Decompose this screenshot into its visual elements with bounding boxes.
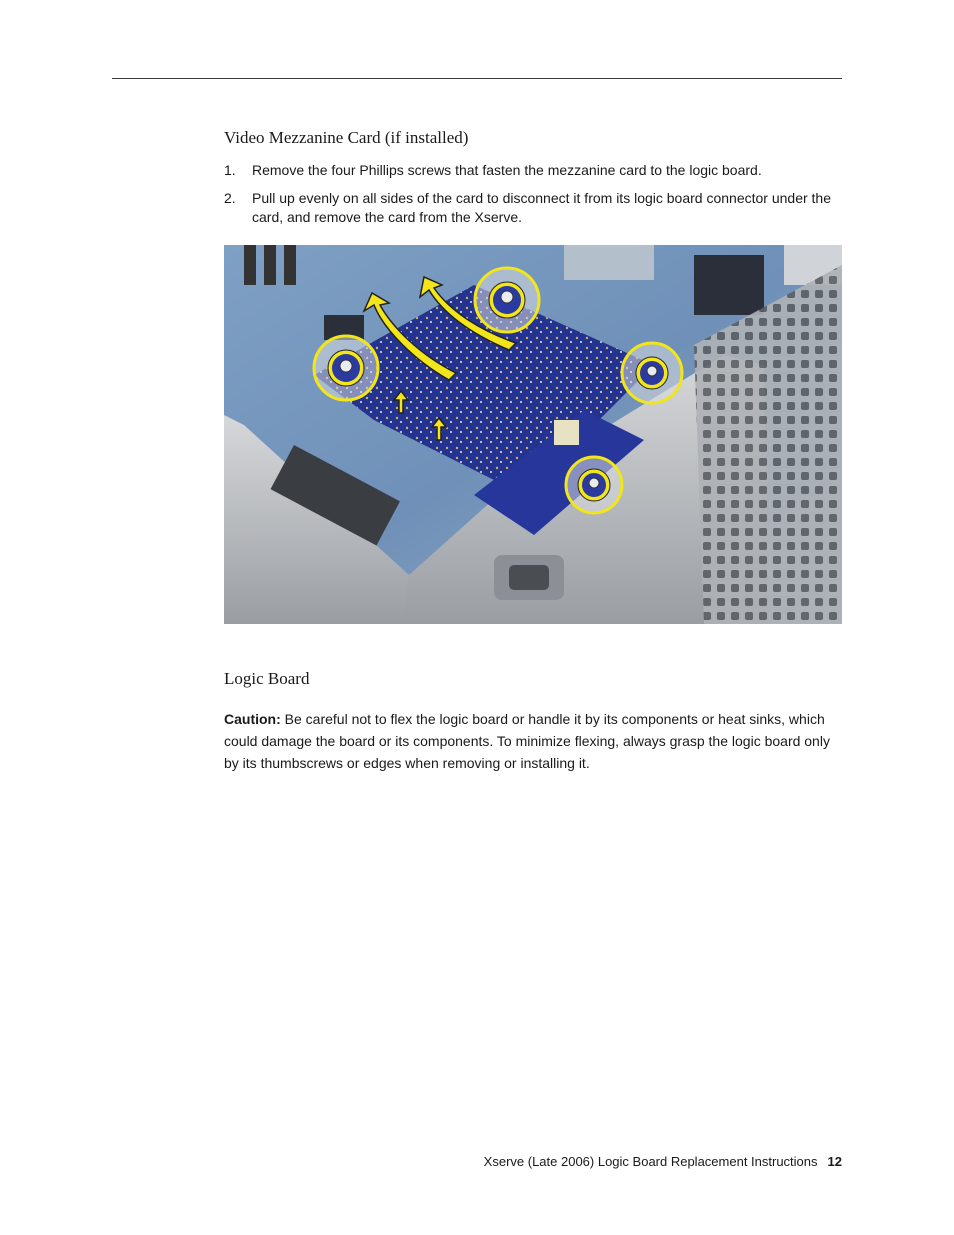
section-heading-logic-board: Logic Board — [224, 669, 310, 688]
step-number: 1. — [224, 162, 236, 178]
header-rule — [112, 78, 842, 79]
caution-paragraph — [224, 708, 844, 774]
caution-text: Be careful not to flex the logic board or handle it by its components or heat sinks, which could damage the board or its components. To minimize flexing, always grasp the logic board only by its thumbscrews or edges when removing or installing it. — [224, 711, 830, 771]
mezzanine-card-photo — [224, 245, 842, 624]
footer-title: Xserve (Late 2006) Logic Board Replacement Instructions — [483, 1154, 818, 1169]
step-text: Remove the four Phillips screws that fasten the mezzanine card to the logic board. — [252, 162, 762, 178]
step-2 — [224, 189, 834, 227]
caution-label: Caution: — [224, 711, 281, 727]
section-heading-video-card: Video Mezzanine Card (if installed) — [224, 128, 469, 147]
step-number: 2. — [224, 190, 236, 206]
step-1 — [224, 161, 834, 180]
page-footer — [484, 1154, 842, 1169]
step-text: Pull up evenly on all sides of the card to disconnect it from its logic board connector under the card, and remove the card from the Xserve. — [252, 190, 831, 225]
page-number: 12 — [827, 1154, 842, 1169]
